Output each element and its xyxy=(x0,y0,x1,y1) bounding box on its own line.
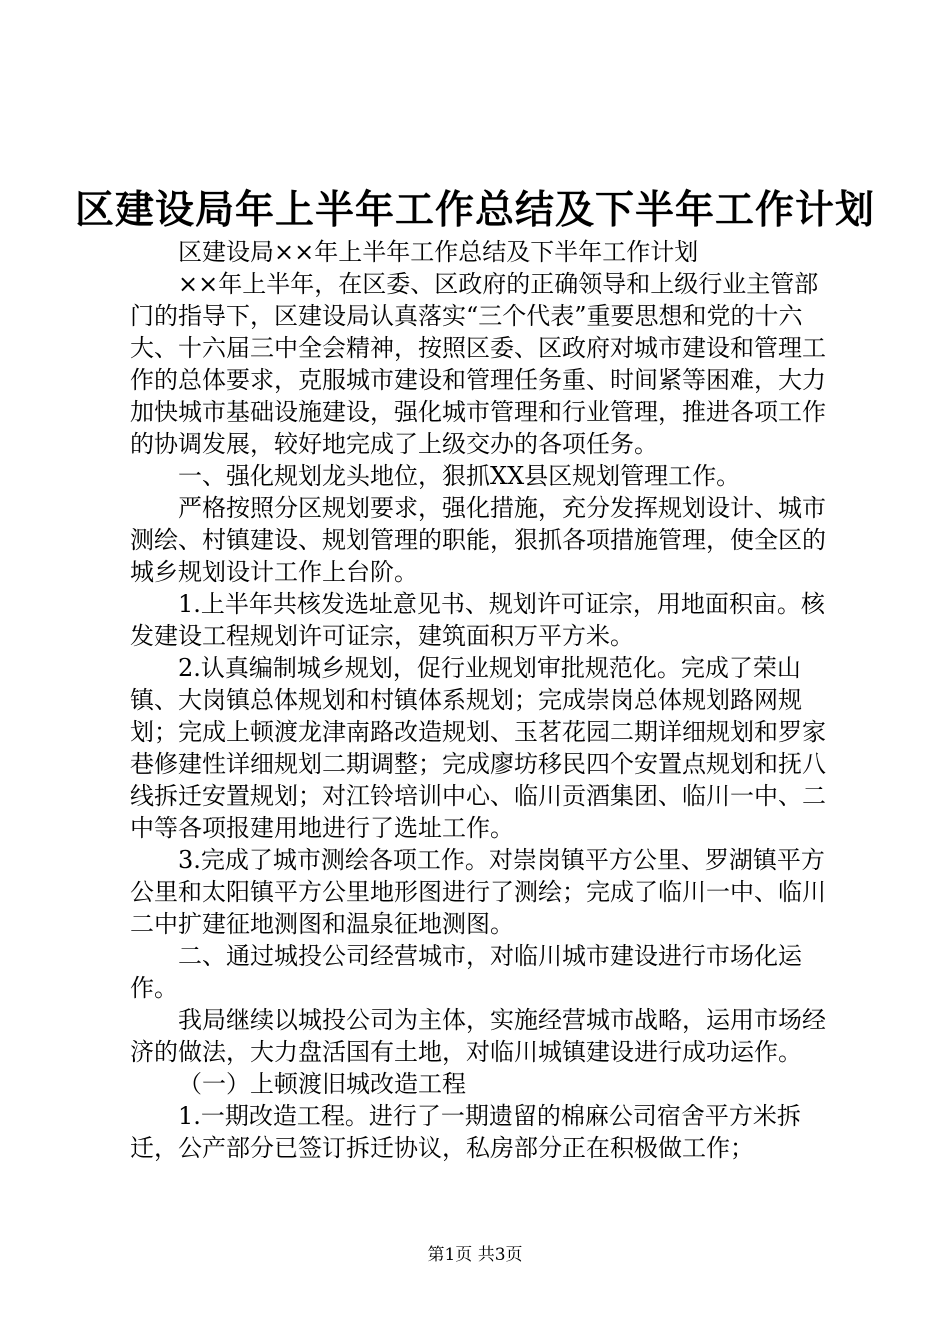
page-footer: 第1页 共3页 xyxy=(427,1245,523,1265)
list-item-2: 2.认真编制城乡规划，促行业规划审批规范化。完成了荣山镇、大岗镇总体规划和村镇体系规划；完成崇岗总体规划路网规划；完成上顿渡龙津南路改造规划、玉茗花园二期详细规划和罗家巷修建性详细规划二期调整；完成廖坊移民四个安置点规划和抚八线拆迁安置规划；对江铃培训中心、临川贡酒集团、临川一中、二中等各项报建用地进行了选址工作。 xyxy=(130,654,826,842)
list-item-1: 1.上半年共核发选址意见书、规划许可证宗，用地面积亩。核发建设工程规划许可证宗，建筑面积万平方米。 xyxy=(130,590,825,650)
paragraph-subtitle: 区建设局××年上半年工作总结及下半年工作计划 xyxy=(178,238,699,266)
subsection-heading-1: （一）上顿渡旧城改造工程 xyxy=(178,1070,466,1098)
section-heading-1: 一、强化规划龙头地位，狠抓XX县区规划管理工作。 xyxy=(178,462,741,490)
paragraph-section-2: 我局继续以城投公司为主体，实施经营城市战略，运用市场经济的做法，大力盘活国有土地，对临川城镇建设进行成功运作。 xyxy=(130,1006,826,1066)
document-body xyxy=(130,236,840,1164)
document-title: 区建设局年上半年工作总结及下半年工作计划 xyxy=(74,187,875,233)
section-heading-2: 二、通过城投公司经营城市，对临川城市建设进行市场化运作。 xyxy=(130,942,802,1002)
list-item-sub-1: 1.一期改造工程。进行了一期遗留的棉麻公司宿舍平方米拆迁，公产部分已签订拆迁协议，私房部分正在积极做工作； xyxy=(130,1102,801,1162)
list-item-3: 3.完成了城市测绘各项工作。对崇岗镇平方公里、罗湖镇平方公里和太阳镇平方公里地形图进行了测绘；完成了临川一中、临川二中扩建征地测图和温泉征地测图。 xyxy=(130,846,826,938)
paragraph-section-1: 严格按照分区规划要求，强化措施，充分发挥规划设计、城市测绘、村镇建设、规划管理的职能，狠抓各项措施管理，使全区的城乡规划设计工作上台阶。 xyxy=(130,494,826,586)
paragraph-intro: ××年上半年，在区委、区政府的正确领导和上级行业主管部门的指导下，区建设局认真落实“三个代表”重要思想和党的十六大、十六届三中全会精神，按照区委、区政府对城市建设和管理工作的总体要求，克服城市建设和管理任务重、时间紧等困难，大力加快城市基础设施建设，强化城市管理和行业管理，推进各项工作的协调发展，较好地完成了上级交办的各项任务。 xyxy=(130,270,826,458)
